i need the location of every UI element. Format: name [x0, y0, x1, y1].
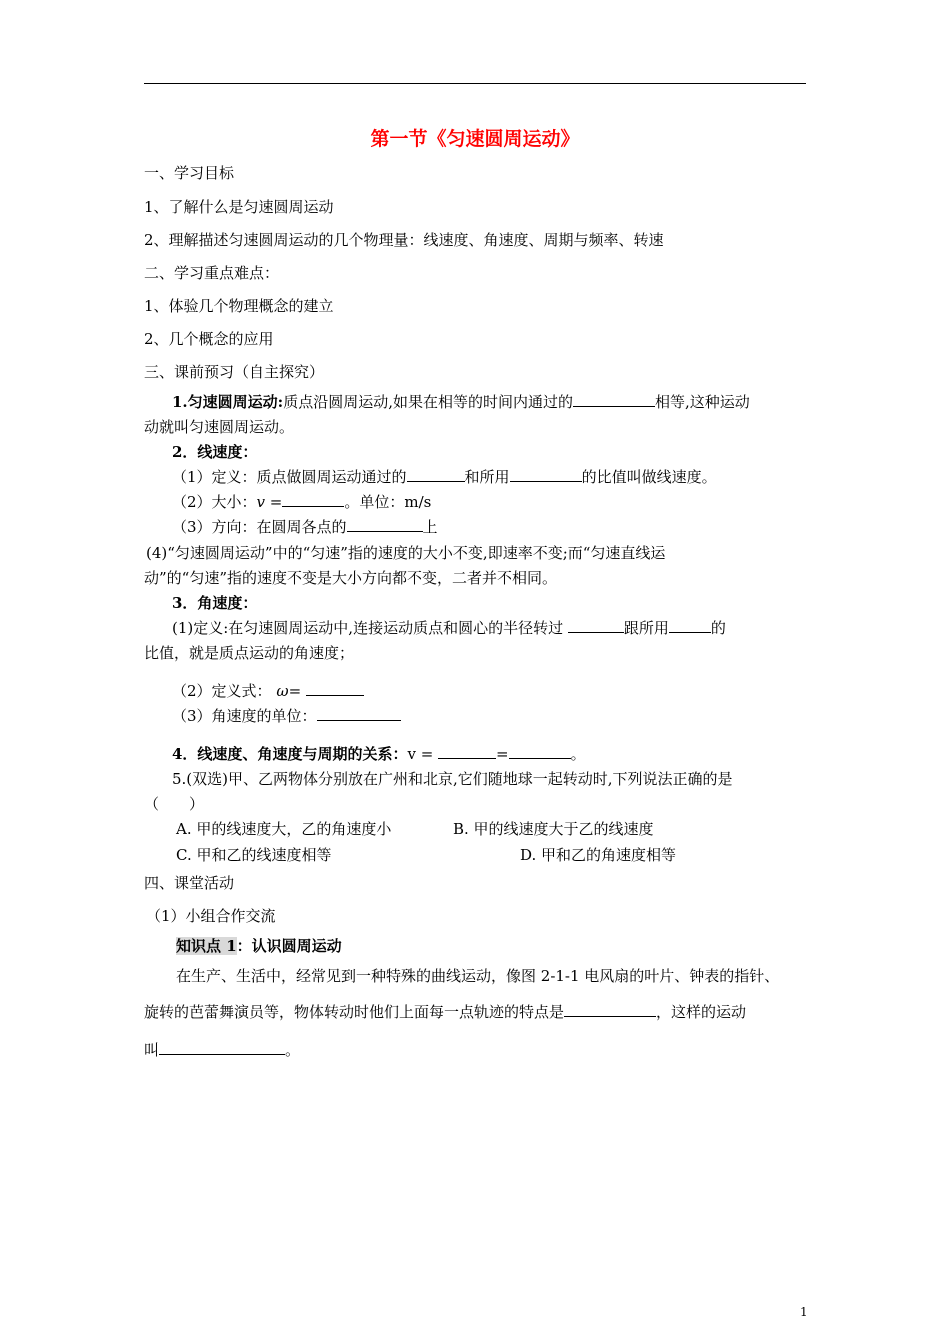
blank-field[interactable]	[509, 744, 571, 759]
question-3-definition-cont: 比值，就是质点运动的角速度；	[144, 644, 355, 662]
question-1: 1.匀速圆周运动:质点沿圆周运动,如果在相等的时间内通过的 相等,这种运动	[172, 393, 750, 411]
objective-item: 1、了解什么是匀速圆周运动	[144, 198, 334, 216]
section-heading-objectives: 一、学习目标	[144, 164, 235, 182]
blank-field[interactable]	[573, 392, 655, 407]
question-1-label: 1.匀速圆周运动:	[172, 393, 284, 411]
question-2-direction: （3）方向：在圆周各点的 上	[172, 518, 438, 536]
question-4: 4．线速度、角速度与周期的关系：v = = 。	[172, 745, 586, 763]
blank-field[interactable]	[159, 1040, 285, 1055]
blank-field[interactable]	[407, 467, 465, 482]
blank-field[interactable]	[317, 706, 401, 721]
section-heading-class-activity: 四、课堂活动	[144, 874, 235, 892]
paragraph-line: 叫 。	[144, 1041, 301, 1059]
question-3-definition: (1)定义:在匀速圆周运动中,连接运动质点和圆心的半径转过 跟所用 的	[172, 619, 726, 637]
question-2-note-cont: 动”的“匀速”指的速度不变是大小方向都不变，二者并不相同。	[144, 569, 558, 587]
blank-field[interactable]	[347, 517, 423, 532]
question-5-bracket: （ ）	[144, 795, 205, 813]
keypoint-item: 2、几个概念的应用	[144, 330, 274, 348]
blank-field[interactable]	[669, 618, 711, 633]
question-1-cont: 动就叫匀速圆周运动。	[144, 418, 295, 436]
paragraph-line: 在生产、生活中，经常见到一种特殊的曲线运动，像图 2-1-1 电风扇的叶片、钟表的指针、	[176, 967, 780, 985]
objective-item: 2、理解描述匀速圆周运动的几个物理量：线速度、角速度、周期与频率、转速	[144, 231, 664, 249]
page-title: 第一节《匀速圆周运动》	[370, 128, 580, 150]
option-a[interactable]: A. 甲的线速度大，乙的角速度小	[176, 820, 392, 838]
blank-field[interactable]	[306, 681, 364, 696]
option-b[interactable]: B. 甲的线速度大于乙的线速度	[453, 820, 654, 838]
knowledge-point-1: 知识点 1：认识圆周运动	[176, 937, 342, 955]
page-number: 1	[800, 1305, 808, 1319]
subsection-group-work: （1）小组合作交流	[146, 907, 276, 925]
section-heading-keypoints: 二、学习重点难点：	[144, 264, 280, 282]
blank-field[interactable]	[282, 492, 344, 507]
blank-field[interactable]	[568, 618, 624, 633]
blank-field[interactable]	[438, 744, 496, 759]
question-3-label: 3．角速度：	[172, 594, 258, 612]
question-2-note: (4)“匀速圆周运动”中的“匀速”指的速度的大小不变,即速率不变;而“匀速直线运	[146, 544, 666, 562]
option-c[interactable]: C. 甲和乙的线速度相等	[176, 846, 332, 864]
question-2-label: 2．线速度：	[172, 443, 258, 461]
blank-field[interactable]	[564, 1002, 656, 1017]
question-3-formula: （2）定义式： ω=	[172, 681, 364, 701]
paragraph-line: 旋转的芭蕾舞演员等，物体转动时他们上面每一点轨迹的特点是 ，这样的运动	[144, 1003, 747, 1021]
knowledge-point-highlight: 知识点 1	[176, 937, 237, 955]
keypoint-item: 1、体验几个物理概念的建立	[144, 297, 334, 315]
section-heading-preview: 三、课前预习（自主探究）	[144, 363, 325, 381]
question-2-definition: （1）定义：质点做圆周运动通过的 和所用 的比值叫做线速度。	[172, 468, 717, 486]
question-5: 5.(双选)甲、乙两物体分别放在广州和北京,它们随地球一起转动时,下列说法正确的是	[172, 770, 733, 788]
option-d[interactable]: D. 甲和乙的角速度相等	[520, 846, 677, 864]
question-3-unit: （3）角速度的单位：	[172, 706, 401, 726]
header-rule	[144, 83, 806, 84]
question-2-magnitude: （2）大小：v = 。单位：m/s	[172, 493, 432, 511]
blank-field[interactable]	[510, 467, 582, 482]
